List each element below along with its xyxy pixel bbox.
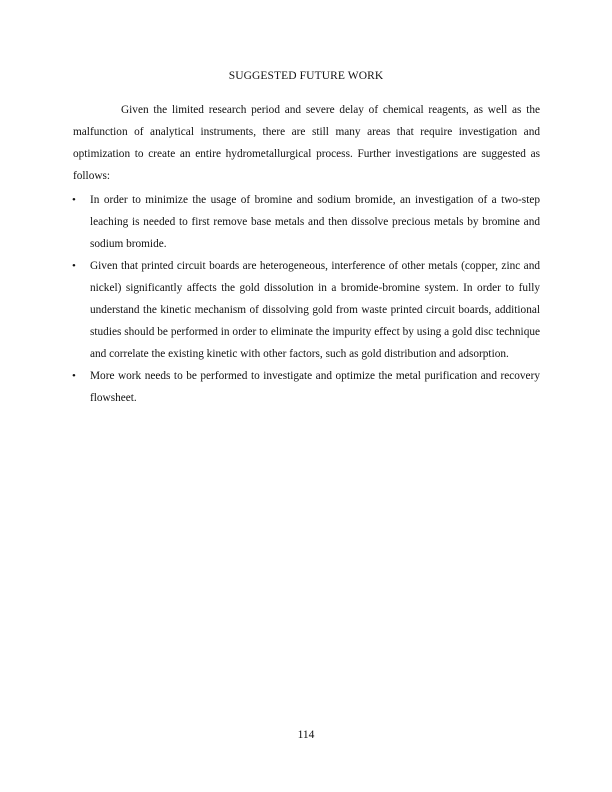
list-item-text: More work needs to be performed to investigate and optimize the metal purification and recovery flowsheet. xyxy=(90,370,540,404)
list-item xyxy=(73,365,540,409)
list-item xyxy=(73,189,540,255)
section-title: SUGGESTED FUTURE WORK xyxy=(228,70,384,82)
list-item xyxy=(73,255,540,365)
intro-paragraph: Given the limited research period and severe delay of chemical reagents, as well as the malfunction of analytical instruments, there are still many areas that require investigation and optimization to create an entire hydrometallurgical process. Further investigations are suggested as follows: xyxy=(73,104,540,182)
bullet-icon: • xyxy=(72,370,76,382)
bullet-icon: • xyxy=(72,260,76,272)
bullet-icon: • xyxy=(72,194,76,206)
list-item-text: Given that printed circuit boards are heterogeneous, interference of other metals (copper, zinc and nickel) significantly affects the gold dissolution in a bromide-bromine system. In order to fully understand the kinetic mechanism of dissolving gold from waste printed circuit boards, additional studies should be performed in order to eliminate the impurity effect by using a gold disc technique and correlate the existing kinetic with other factors, such as gold distribution and adsorption. xyxy=(90,260,540,360)
list-item-text: In order to minimize the usage of bromine and sodium bromide, an investigation of a two-step leaching is needed to first remove base metals and then dissolve precious metals by bromine and sodium bromide. xyxy=(90,194,540,250)
suggestion-list xyxy=(73,189,540,409)
page-number: 114 xyxy=(297,729,315,741)
